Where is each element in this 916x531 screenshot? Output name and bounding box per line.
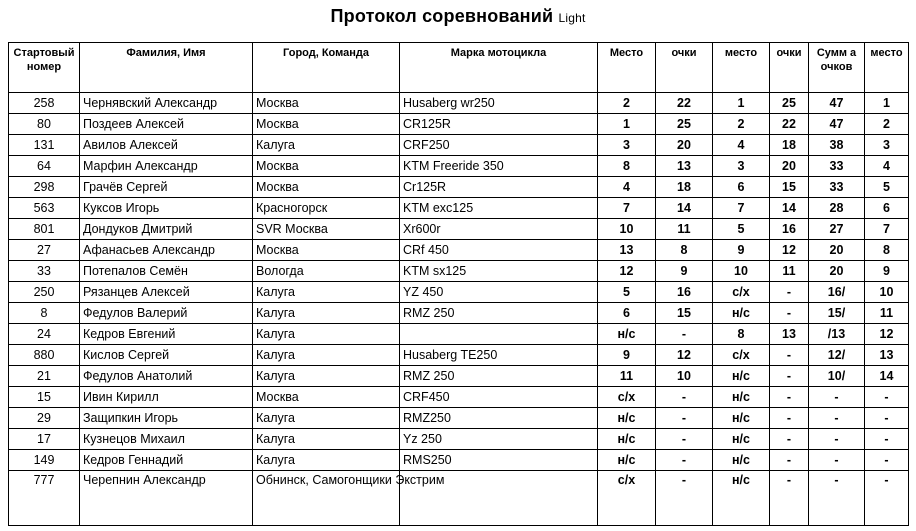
cell-points-2: - xyxy=(770,387,809,408)
table-row xyxy=(9,261,909,282)
cell-points-sum: 12/ xyxy=(809,345,865,366)
cell-name: Поздеев Алексей xyxy=(80,114,253,135)
table-row xyxy=(9,114,909,135)
cell-place-2: н/с xyxy=(713,387,770,408)
cell-points-sum: 15/ xyxy=(809,303,865,324)
cell-motorcycle: RMZ250 xyxy=(400,408,598,429)
cell-place-2: 10 xyxy=(713,261,770,282)
cell-place-1: с/х xyxy=(598,471,656,526)
cell-points-sum: 10/ xyxy=(809,366,865,387)
cell-points-sum: 28 xyxy=(809,198,865,219)
cell-final-place: 7 xyxy=(865,219,909,240)
results-table xyxy=(8,42,909,526)
cell-place-1: 3 xyxy=(598,135,656,156)
cell-place-2: н/с xyxy=(713,408,770,429)
cell-points-1: 9 xyxy=(656,261,713,282)
table-row xyxy=(9,198,909,219)
cell-start-number: 80 xyxy=(9,114,80,135)
cell-points-sum: - xyxy=(809,387,865,408)
cell-start-number: 24 xyxy=(9,324,80,345)
cell-motorcycle: CRF450 xyxy=(400,387,598,408)
cell-name: Потепалов Семён xyxy=(80,261,253,282)
cell-points-2: - xyxy=(770,408,809,429)
table-row xyxy=(9,93,909,114)
cell-points-sum: 33 xyxy=(809,156,865,177)
cell-points-1: 20 xyxy=(656,135,713,156)
cell-final-place: 14 xyxy=(865,366,909,387)
cell-start-number: 131 xyxy=(9,135,80,156)
cell-points-sum: 33 xyxy=(809,177,865,198)
cell-name: Грачёв Сергей xyxy=(80,177,253,198)
cell-points-2: - xyxy=(770,282,809,303)
cell-city-team: SVR Москва xyxy=(253,219,400,240)
cell-points-sum: 27 xyxy=(809,219,865,240)
cell-name: Кедров Евгений xyxy=(80,324,253,345)
header-city-team: Город, Команда xyxy=(253,43,400,93)
cell-name: Федулов Анатолий xyxy=(80,366,253,387)
cell-start-number: 15 xyxy=(9,387,80,408)
cell-city-team: Калуга xyxy=(253,366,400,387)
cell-final-place: - xyxy=(865,450,909,471)
table-row xyxy=(9,282,909,303)
cell-place-2: с/х xyxy=(713,345,770,366)
cell-motorcycle: CRF250 xyxy=(400,135,598,156)
cell-place-1: н/с xyxy=(598,429,656,450)
cell-final-place: 1 xyxy=(865,93,909,114)
cell-points-2: 13 xyxy=(770,324,809,345)
cell-points-1: 10 xyxy=(656,366,713,387)
cell-place-1: 2 xyxy=(598,93,656,114)
table-row xyxy=(9,219,909,240)
cell-motorcycle: Husaberg TE250 xyxy=(400,345,598,366)
cell-points-sum: /13 xyxy=(809,324,865,345)
cell-start-number: 17 xyxy=(9,429,80,450)
table-row xyxy=(9,450,909,471)
cell-start-number: 21 xyxy=(9,366,80,387)
cell-points-1: 16 xyxy=(656,282,713,303)
cell-motorcycle: CR125R xyxy=(400,114,598,135)
table-row xyxy=(9,345,909,366)
cell-motorcycle: Xr600r xyxy=(400,219,598,240)
cell-city-team: Москва xyxy=(253,156,400,177)
cell-points-2: 25 xyxy=(770,93,809,114)
cell-points-1: - xyxy=(656,429,713,450)
cell-place-2: н/с xyxy=(713,303,770,324)
cell-points-1: 18 xyxy=(656,177,713,198)
cell-points-1: 11 xyxy=(656,219,713,240)
cell-motorcycle: KTM exc125 xyxy=(400,198,598,219)
cell-place-1: 4 xyxy=(598,177,656,198)
header-row xyxy=(9,43,909,93)
cell-place-1: н/с xyxy=(598,450,656,471)
cell-points-1: 13 xyxy=(656,156,713,177)
cell-points-1: 22 xyxy=(656,93,713,114)
cell-points-1: - xyxy=(656,450,713,471)
cell-points-sum: 16/ xyxy=(809,282,865,303)
cell-start-number: 563 xyxy=(9,198,80,219)
cell-final-place: - xyxy=(865,471,909,526)
cell-name: Куксов Игорь xyxy=(80,198,253,219)
cell-final-place: 8 xyxy=(865,240,909,261)
cell-final-place: 2 xyxy=(865,114,909,135)
cell-city-team: Обнинск, Самогонщики Экстрим xyxy=(253,471,400,526)
cell-points-1: 8 xyxy=(656,240,713,261)
cell-place-1: 1 xyxy=(598,114,656,135)
cell-city-team: Вологда xyxy=(253,261,400,282)
cell-points-sum: - xyxy=(809,408,865,429)
cell-place-2: н/с xyxy=(713,471,770,526)
cell-name: Кедров Геннадий xyxy=(80,450,253,471)
cell-points-2: 18 xyxy=(770,135,809,156)
cell-place-2: 8 xyxy=(713,324,770,345)
table-row xyxy=(9,366,909,387)
cell-start-number: 27 xyxy=(9,240,80,261)
cell-city-team: Калуга xyxy=(253,429,400,450)
cell-motorcycle: Husaberg wr250 xyxy=(400,93,598,114)
cell-city-team: Москва xyxy=(253,240,400,261)
cell-place-2: н/с xyxy=(713,429,770,450)
cell-city-team: Москва xyxy=(253,177,400,198)
page-title xyxy=(0,6,916,27)
cell-final-place: 13 xyxy=(865,345,909,366)
cell-motorcycle: RMZ 250 xyxy=(400,366,598,387)
cell-points-sum: 47 xyxy=(809,93,865,114)
header-points-sum: Сумм а очков xyxy=(809,43,865,93)
cell-place-2: 1 xyxy=(713,93,770,114)
cell-final-place: 4 xyxy=(865,156,909,177)
cell-points-sum: 38 xyxy=(809,135,865,156)
cell-points-sum: 47 xyxy=(809,114,865,135)
cell-place-2: 5 xyxy=(713,219,770,240)
cell-motorcycle: KTM sx125 xyxy=(400,261,598,282)
cell-name: Авилов Алексей xyxy=(80,135,253,156)
table-row xyxy=(9,177,909,198)
cell-start-number: 777 xyxy=(9,471,80,526)
cell-motorcycle: KTM Freeride 350 xyxy=(400,156,598,177)
cell-name: Черепнин Александр xyxy=(80,471,253,526)
cell-points-1: 25 xyxy=(656,114,713,135)
cell-points-1: - xyxy=(656,408,713,429)
header-start-number: Стартовый номер xyxy=(9,43,80,93)
header-points-2: очки xyxy=(770,43,809,93)
cell-motorcycle: YZ 450 xyxy=(400,282,598,303)
cell-place-1: н/с xyxy=(598,408,656,429)
cell-points-sum: - xyxy=(809,450,865,471)
cell-place-1: 7 xyxy=(598,198,656,219)
table-row xyxy=(9,408,909,429)
header-name: Фамилия, Имя xyxy=(80,43,253,93)
cell-place-2: 3 xyxy=(713,156,770,177)
cell-motorcycle: RMS250 xyxy=(400,450,598,471)
cell-place-2: н/с xyxy=(713,450,770,471)
cell-points-1: 14 xyxy=(656,198,713,219)
cell-name: Чернявский Александр xyxy=(80,93,253,114)
cell-final-place: - xyxy=(865,429,909,450)
cell-points-2: 15 xyxy=(770,177,809,198)
table-row xyxy=(9,303,909,324)
cell-final-place: 3 xyxy=(865,135,909,156)
table-row xyxy=(9,471,909,526)
cell-final-place: 12 xyxy=(865,324,909,345)
cell-name: Дондуков Дмитрий xyxy=(80,219,253,240)
cell-place-2: н/с xyxy=(713,366,770,387)
table-row xyxy=(9,429,909,450)
cell-start-number: 258 xyxy=(9,93,80,114)
cell-motorcycle xyxy=(400,324,598,345)
cell-place-2: 7 xyxy=(713,198,770,219)
cell-start-number: 801 xyxy=(9,219,80,240)
cell-start-number: 29 xyxy=(9,408,80,429)
cell-place-2: 9 xyxy=(713,240,770,261)
cell-name: Кислов Сергей xyxy=(80,345,253,366)
cell-name: Ивин Кирилл xyxy=(80,387,253,408)
header-final-place: место xyxy=(865,43,909,93)
cell-points-1: 15 xyxy=(656,303,713,324)
cell-place-1: 8 xyxy=(598,156,656,177)
cell-points-1: 12 xyxy=(656,345,713,366)
cell-points-2: - xyxy=(770,429,809,450)
cell-city-team: Калуга xyxy=(253,345,400,366)
cell-name: Кузнецов Михаил xyxy=(80,429,253,450)
cell-name: Марфин Александр xyxy=(80,156,253,177)
cell-final-place: 10 xyxy=(865,282,909,303)
cell-city-team: Москва xyxy=(253,387,400,408)
cell-name: Защипкин Игорь xyxy=(80,408,253,429)
cell-place-1: 5 xyxy=(598,282,656,303)
cell-points-2: - xyxy=(770,303,809,324)
cell-motorcycle: Cr125R xyxy=(400,177,598,198)
cell-start-number: 64 xyxy=(9,156,80,177)
cell-points-2: 12 xyxy=(770,240,809,261)
cell-place-2: 4 xyxy=(713,135,770,156)
table-row xyxy=(9,387,909,408)
table-row xyxy=(9,324,909,345)
cell-start-number: 250 xyxy=(9,282,80,303)
cell-points-sum: - xyxy=(809,471,865,526)
cell-city-team: Калуга xyxy=(253,135,400,156)
cell-points-1: - xyxy=(656,324,713,345)
cell-points-2: - xyxy=(770,366,809,387)
cell-points-sum: 20 xyxy=(809,240,865,261)
cell-final-place: 11 xyxy=(865,303,909,324)
cell-points-2: - xyxy=(770,450,809,471)
cell-points-2: 20 xyxy=(770,156,809,177)
header-place-2: место xyxy=(713,43,770,93)
cell-points-2: 14 xyxy=(770,198,809,219)
cell-points-2: 16 xyxy=(770,219,809,240)
cell-points-2: - xyxy=(770,345,809,366)
cell-final-place: 6 xyxy=(865,198,909,219)
cell-points-1: - xyxy=(656,471,713,526)
cell-final-place: 9 xyxy=(865,261,909,282)
cell-place-2: 2 xyxy=(713,114,770,135)
cell-motorcycle: RMZ 250 xyxy=(400,303,598,324)
table-row xyxy=(9,156,909,177)
cell-final-place: - xyxy=(865,387,909,408)
cell-points-sum: 20 xyxy=(809,261,865,282)
cell-start-number: 298 xyxy=(9,177,80,198)
cell-name: Афанасьев Александр xyxy=(80,240,253,261)
header-motorcycle: Марка мотоцикла xyxy=(400,43,598,93)
cell-final-place: 5 xyxy=(865,177,909,198)
cell-city-team: Калуга xyxy=(253,408,400,429)
cell-city-team: Калуга xyxy=(253,324,400,345)
cell-place-1: 13 xyxy=(598,240,656,261)
cell-motorcycle: Yz 250 xyxy=(400,429,598,450)
cell-place-1: 6 xyxy=(598,303,656,324)
cell-city-team: Калуга xyxy=(253,303,400,324)
table-row xyxy=(9,240,909,261)
cell-place-2: с/х xyxy=(713,282,770,303)
cell-name: Федулов Валерий xyxy=(80,303,253,324)
cell-points-2: 11 xyxy=(770,261,809,282)
title-suffix: Light xyxy=(558,11,586,25)
cell-start-number: 149 xyxy=(9,450,80,471)
cell-place-1: н/с xyxy=(598,324,656,345)
cell-city-team: Калуга xyxy=(253,282,400,303)
cell-place-1: 12 xyxy=(598,261,656,282)
cell-city-team: Москва xyxy=(253,93,400,114)
cell-place-1: с/х xyxy=(598,387,656,408)
cell-points-1: - xyxy=(656,387,713,408)
cell-points-2: 22 xyxy=(770,114,809,135)
cell-name: Рязанцев Алексей xyxy=(80,282,253,303)
title-main: Протокол соревнований xyxy=(330,6,554,26)
cell-city-team: Красногорск xyxy=(253,198,400,219)
table-row xyxy=(9,135,909,156)
cell-place-1: 10 xyxy=(598,219,656,240)
header-place-1: Место xyxy=(598,43,656,93)
cell-motorcycle: CRf 450 xyxy=(400,240,598,261)
cell-points-2: - xyxy=(770,471,809,526)
cell-place-1: 9 xyxy=(598,345,656,366)
cell-start-number: 880 xyxy=(9,345,80,366)
cell-place-1: 11 xyxy=(598,366,656,387)
cell-final-place: - xyxy=(865,408,909,429)
cell-city-team: Калуга xyxy=(253,450,400,471)
cell-start-number: 8 xyxy=(9,303,80,324)
cell-start-number: 33 xyxy=(9,261,80,282)
cell-points-sum: - xyxy=(809,429,865,450)
cell-city-team: Москва xyxy=(253,114,400,135)
header-points-1: очки xyxy=(656,43,713,93)
cell-place-2: 6 xyxy=(713,177,770,198)
